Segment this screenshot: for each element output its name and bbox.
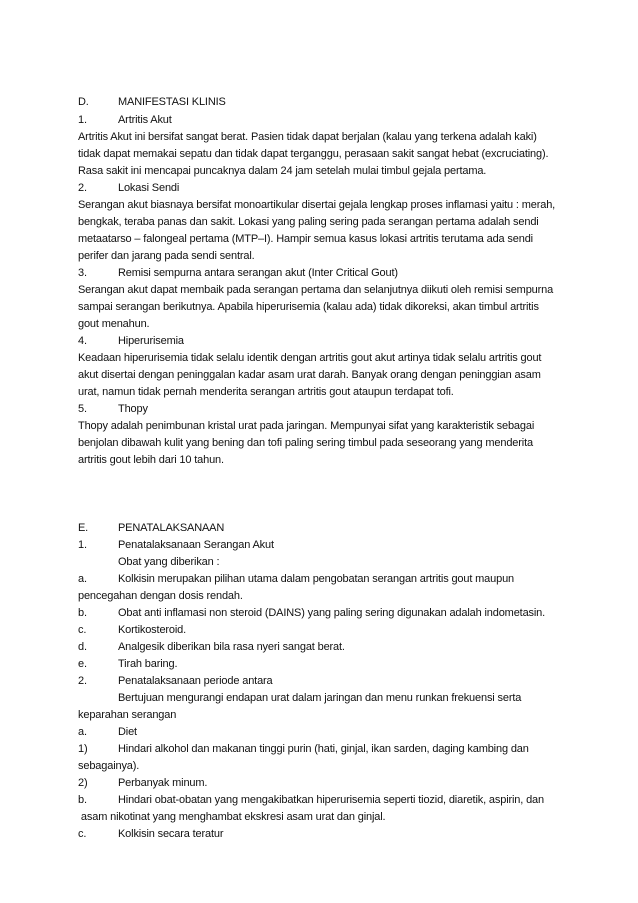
item-3-number: 3. xyxy=(78,267,87,279)
paragraph-line: sebagainya). xyxy=(78,760,140,772)
item-5-heading xyxy=(78,402,148,417)
item-1-number: 1. xyxy=(78,114,87,126)
section-d-heading xyxy=(78,95,226,110)
item-4-heading xyxy=(78,334,184,349)
item-4-number: 4. xyxy=(78,335,87,347)
item-1-title: Artritis Akut xyxy=(118,114,172,126)
list-marker: b. xyxy=(78,794,87,806)
paragraph-line: gout menahun. xyxy=(78,318,150,330)
list-text: Kolkisin secara teratur xyxy=(118,828,224,840)
item-2-number: 2. xyxy=(78,182,87,194)
section-e-number: E. xyxy=(78,522,89,534)
list-text: Hindari alkohol dan makanan tinggi purin (hati, ginjal, ikan sarden, daging kambing dan xyxy=(118,743,529,755)
paragraph-line: Serangan akut dapat membaik pada serangan pertama dan selanjutnya diikuti oleh remisi sempurna xyxy=(78,284,554,296)
list-marker: d. xyxy=(78,641,87,653)
section-e-title: PENATALAKSANAAN xyxy=(118,522,225,534)
list-item-e xyxy=(78,657,177,672)
subsection-2-title: Penatalaksanaan periode antara xyxy=(118,675,273,687)
list-marker: a. xyxy=(78,573,87,585)
paragraph-line: urat, namun tidak pernah menderita serangan artritis gout ataupun terdapat tofi. xyxy=(78,386,454,398)
paragraph-line: Rasa sakit ini mencapai puncaknya dalam 24 jam setelah mulai timbul gejala pertama. xyxy=(78,165,487,177)
list-text: Diet xyxy=(118,726,137,738)
list-item-a xyxy=(78,572,514,587)
list-marker: a. xyxy=(78,726,87,738)
list-marker: 2) xyxy=(78,777,88,789)
list-marker: 1) xyxy=(78,743,88,755)
list-item-b xyxy=(78,606,545,621)
list-text: Perbanyak minum. xyxy=(118,777,208,789)
paragraph-line: bengkak, teraba panas dan sakit. Lokasi yang paling sering pada serangan pertama adalah sendi xyxy=(78,216,539,228)
item-1-heading xyxy=(78,113,172,128)
list-item-diet xyxy=(78,725,137,740)
list-marker: b. xyxy=(78,607,87,619)
paragraph-line: Keadaan hiperurisemia tidak selalu identik dengan artritis gout akut artinya tidak selalu artritis gout xyxy=(78,352,542,364)
list-text: Kolkisin merupakan pilihan utama dalam pengobatan serangan artritis gout maupun xyxy=(118,573,515,585)
list-marker: e. xyxy=(78,658,87,670)
paragraph-line: Thopy adalah penimbunan kristal urat pada jaringan. Mempunyai sifat yang karakteristik sebagai xyxy=(78,420,535,432)
list-marker: c. xyxy=(78,828,87,840)
list-item-avoid-drugs xyxy=(78,793,544,808)
list-text: Obat anti inflamasi non steroid (DAINS) yang paling sering digunakan adalah indometasin. xyxy=(118,607,546,619)
list-text: Analgesik diberikan bila rasa nyeri sangat berat. xyxy=(118,641,345,653)
paragraph-line: tidak dapat memakai sepatu dan tidak dapat terganggu, perasaan sakit sangat hebat (excruciating). xyxy=(78,148,549,160)
list-item-c xyxy=(78,623,186,638)
subsection-2-number: 2. xyxy=(78,675,87,687)
paragraph-line: metaatarso – falongeal pertama (MTP–I). Hampir semua kasus lokasi artritis terutama ada sendi xyxy=(78,233,533,245)
subsection-1-title: Penatalaksanaan Serangan Akut xyxy=(118,539,274,551)
list-text: Kortikosteroid. xyxy=(118,624,187,636)
section-d-title: MANIFESTASI KLINIS xyxy=(118,96,226,108)
drug-intro: Obat yang diberikan : xyxy=(118,556,220,568)
item-2-title: Lokasi Sendi xyxy=(118,182,180,194)
paragraph-line: sampai serangan berikutnya. Apabila hiperurisemia (kalau ada) tidak dikoreksi, akan timbul artritis xyxy=(78,301,539,313)
paragraph-line: pencegahan dengan dosis rendah. xyxy=(78,590,243,602)
subsection-2-heading xyxy=(78,674,273,689)
paragraph-line: artritis gout lebih dari 10 tahun. xyxy=(78,454,224,466)
item-5-title: Thopy xyxy=(118,403,148,415)
paragraph-line: asam nikotinat yang menghambat ekskresi asam urat dan ginjal. xyxy=(78,811,386,823)
paragraph-line: keparahan serangan xyxy=(78,709,177,721)
list-text: Hindari obat-obatan yang mengakibatkan hiperurisemia seperti tiozid, diaretik, aspirin, dan xyxy=(118,794,544,806)
list-text: Tirah baring. xyxy=(118,658,178,670)
list-item-diet-2 xyxy=(78,776,207,791)
subsection-1-heading xyxy=(78,538,274,553)
paragraph-line: akut disertai dengan peninggalan kadar asam urat darah. Banyak orang dengan peninggian asam xyxy=(78,369,541,381)
item-3-title: Remisi sempurna antara serangan akut (Inter Critical Gout) xyxy=(118,267,398,279)
paragraph-line: Artritis Akut ini bersifat sangat berat. Pasien tidak dapat berjalan (kalau yang terkena adalah kaki) xyxy=(78,131,537,143)
section-e-heading xyxy=(78,521,224,536)
subsection-1-number: 1. xyxy=(78,539,87,551)
paragraph-line: Serangan akut biasnaya bersifat monoartikular disertai gejala lengkap proses inflamasi yaitu : merah, xyxy=(78,199,556,211)
paragraph-line: perifer dan jarang pada sendi sentral. xyxy=(78,250,255,262)
item-4-title: Hiperurisemia xyxy=(118,335,184,347)
list-item-d xyxy=(78,640,345,655)
list-marker: c. xyxy=(78,624,87,636)
section-d-number: D. xyxy=(78,96,89,108)
paragraph-line: Bertujuan mengurangi endapan urat dalam jaringan dan menu runkan frekuensi serta xyxy=(118,692,522,704)
paragraph-line: benjolan dibawah kulit yang bening dan tofi paling sering timbul pada seseorang yang menderita xyxy=(78,437,533,449)
list-item-colchicine xyxy=(78,827,223,842)
item-2-heading xyxy=(78,181,179,196)
list-item-diet-1 xyxy=(78,742,529,757)
item-5-number: 5. xyxy=(78,403,87,415)
item-3-heading xyxy=(78,266,398,281)
